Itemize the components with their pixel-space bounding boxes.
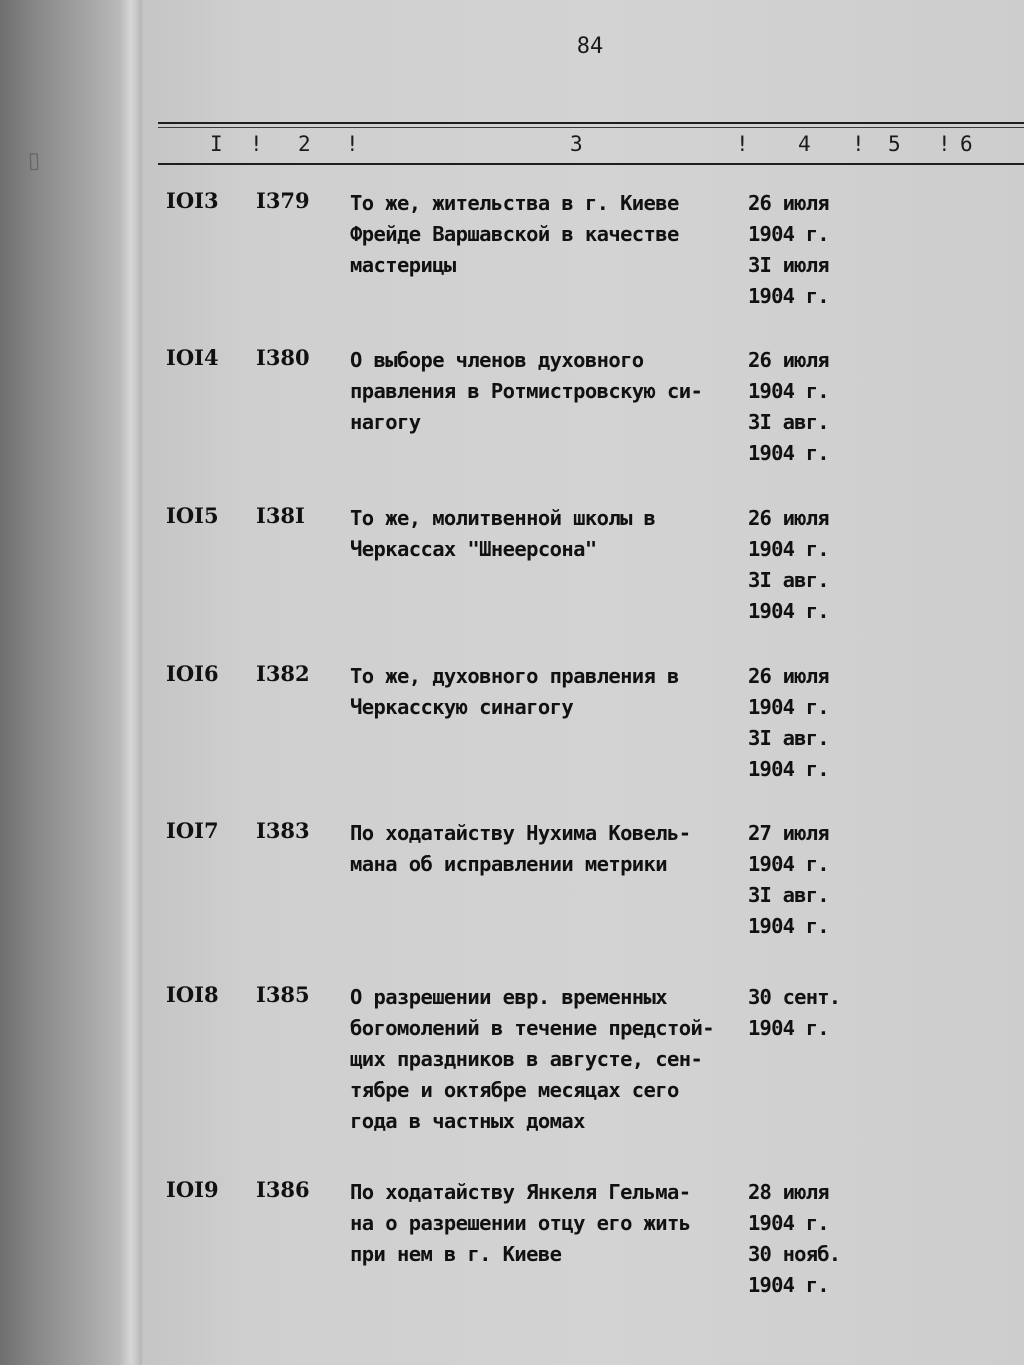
title-line: О разрешении евр. временных xyxy=(350,985,668,1009)
date-line: 1904 г. xyxy=(748,695,829,719)
title-line: Фрейде Варшавской в качестве xyxy=(350,222,679,246)
date-line: 26 июля xyxy=(748,506,829,530)
page-number: 84 xyxy=(576,34,604,59)
date-line: 1904 г. xyxy=(748,599,829,623)
column-separator: ! xyxy=(852,132,865,156)
date-line: 28 июля xyxy=(748,1180,829,1204)
record-number: IOI6 xyxy=(166,661,219,686)
bleed-through-mark: ▯ xyxy=(27,149,41,176)
title-line: мастерицы xyxy=(350,253,456,277)
title-line: мана об исправлении метрики xyxy=(350,852,668,876)
title-line: То же, жительства в г. Киеве xyxy=(350,191,679,215)
header-rule-top xyxy=(158,122,1024,124)
date-line: 26 июля xyxy=(748,348,829,372)
record-dates xyxy=(748,503,878,627)
record-title xyxy=(350,982,750,1137)
title-line: на о разрешении отцу его жить xyxy=(350,1211,691,1235)
record-dates xyxy=(748,345,878,469)
column-header-4: 4 xyxy=(798,132,811,156)
date-line: 3I июля xyxy=(748,253,829,277)
record-dates xyxy=(748,661,878,785)
record-file-number: I383 xyxy=(256,818,310,843)
title-line: О выборе членов духовного xyxy=(350,348,644,372)
header-rule-top-inner xyxy=(158,127,1024,128)
date-line: 1904 г. xyxy=(748,1273,829,1297)
title-line: щих праздников в августе, сен- xyxy=(350,1047,703,1071)
header-rule-bottom xyxy=(158,163,1024,165)
date-line: 1904 г. xyxy=(748,757,829,781)
date-line: 3I авг. xyxy=(748,726,829,750)
date-line: 1904 г. xyxy=(748,379,829,403)
record-number: IOI5 xyxy=(166,503,219,528)
record-number: IOI3 xyxy=(166,188,219,213)
record-dates xyxy=(748,818,878,942)
page-spine-shadow xyxy=(120,0,142,1365)
title-line: при нем в г. Киеве xyxy=(350,1242,562,1266)
date-line: 1904 г. xyxy=(748,914,829,938)
record-dates xyxy=(748,982,878,1044)
title-line: года в частных домах xyxy=(350,1109,585,1133)
title-line: правления в Ротмистровскую си- xyxy=(350,379,703,403)
date-line: 1904 г. xyxy=(748,222,829,246)
record-title xyxy=(350,188,750,281)
record-file-number: I380 xyxy=(256,345,310,370)
column-header-2: 2 xyxy=(298,132,311,156)
record-title xyxy=(350,1177,750,1270)
title-line: Черкасскую синагогу xyxy=(350,695,574,719)
record-title xyxy=(350,345,750,438)
date-line: 1904 г. xyxy=(748,441,829,465)
record-title xyxy=(350,503,750,565)
date-line: 1904 г. xyxy=(748,537,829,561)
date-line: 3I авг. xyxy=(748,883,829,907)
record-file-number: I379 xyxy=(256,188,310,213)
record-number: IOI7 xyxy=(166,818,219,843)
date-line: 1904 г. xyxy=(748,1211,829,1235)
record-file-number: I382 xyxy=(256,661,310,686)
record-file-number: I38I xyxy=(256,503,305,528)
date-line: 1904 г. xyxy=(748,284,829,308)
title-line: тябре и октябре месяцах сего xyxy=(350,1078,679,1102)
date-line: 30 нояб. xyxy=(748,1242,841,1266)
date-line: 3I авг. xyxy=(748,410,829,434)
date-line: 1904 г. xyxy=(748,1016,829,1040)
record-number: IOI4 xyxy=(166,345,219,370)
title-line: богомолений в течение предстой- xyxy=(350,1016,715,1040)
column-header-3: 3 xyxy=(570,132,583,156)
column-separator: ! xyxy=(938,132,951,156)
record-title xyxy=(350,818,750,880)
title-line: По ходатайству Янкеля Гельма- xyxy=(350,1180,691,1204)
title-line: По ходатайству Нухима Ковель- xyxy=(350,821,691,845)
title-line: То же, духовного правления в xyxy=(350,664,679,688)
date-line: 26 июля xyxy=(748,664,829,688)
date-line: 26 июля xyxy=(748,191,829,215)
title-line: То же, молитвенной школы в xyxy=(350,506,656,530)
date-line: 3I авг. xyxy=(748,568,829,592)
record-dates xyxy=(748,188,878,312)
record-file-number: I385 xyxy=(256,982,310,1007)
title-line: нагогу xyxy=(350,410,421,434)
date-line: 30 сент. xyxy=(748,985,841,1009)
record-title xyxy=(350,661,750,723)
column-separator: ! xyxy=(250,132,263,156)
record-file-number: I386 xyxy=(256,1177,310,1202)
record-number: IOI9 xyxy=(166,1177,219,1202)
column-header-1: I xyxy=(210,132,223,156)
title-line: Черкассах "Шнеерсона" xyxy=(350,537,597,561)
date-line: 27 июля xyxy=(748,821,829,845)
column-header-6: 6 xyxy=(960,132,973,156)
record-dates xyxy=(748,1177,878,1301)
column-header-5: 5 xyxy=(888,132,901,156)
column-separator: ! xyxy=(736,132,749,156)
date-line: 1904 г. xyxy=(748,852,829,876)
column-separator: ! xyxy=(346,132,359,156)
record-number: IOI8 xyxy=(166,982,219,1007)
